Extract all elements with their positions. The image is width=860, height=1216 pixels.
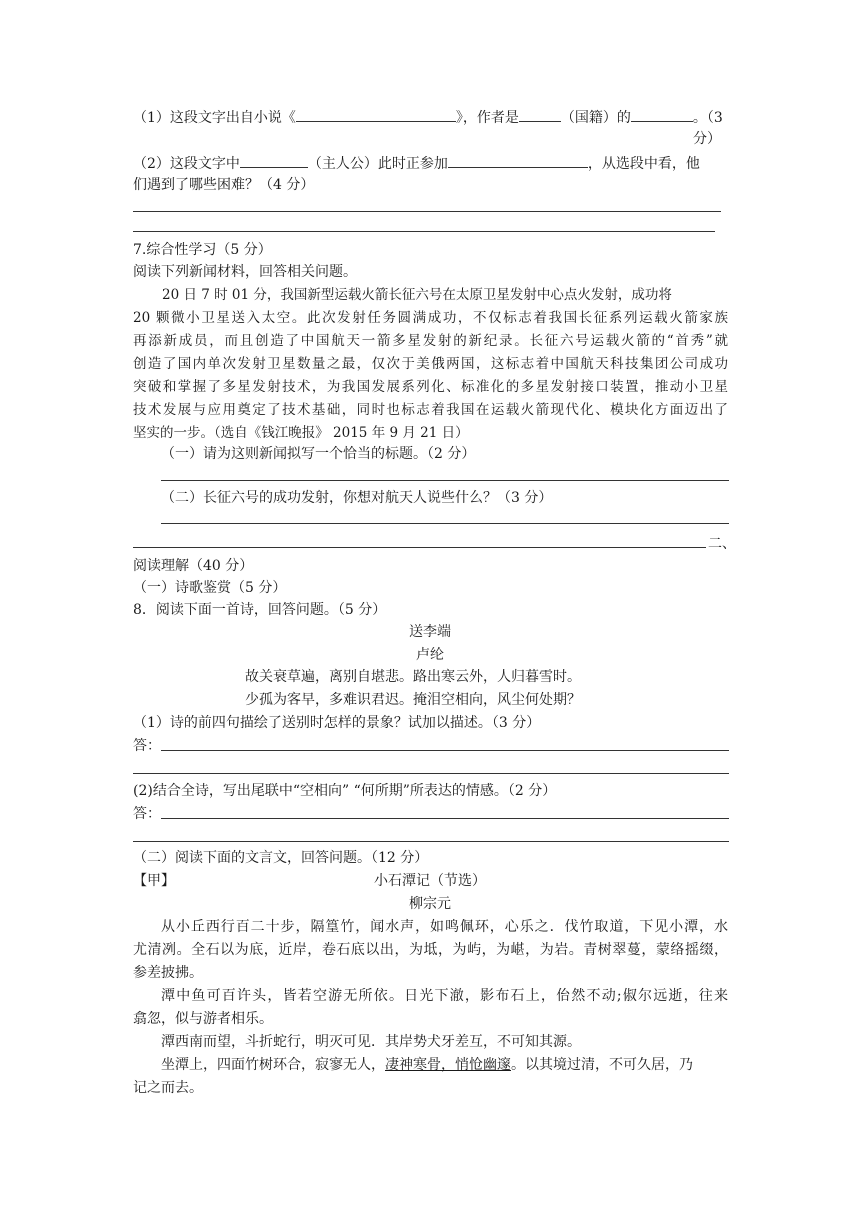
answer-line[interactable] — [161, 480, 729, 481]
passage-line: 记之而去。 — [133, 1080, 203, 1096]
passage-line — [161, 1055, 693, 1075]
q6-part1-score: 分） — [693, 131, 721, 147]
blank-novel-title[interactable] — [296, 107, 456, 122]
q7-sub1: （一）请为这则新闻拟写一个恰当的标题。（2 分） — [161, 446, 476, 462]
news-line: 创造了国内单次发射卫星数量之最，仅次于美俄两国，这标志着中国航天科技集团公司成功 — [133, 356, 728, 372]
passage-line: 潭西南而望，斗折蛇行，明灭可见．其岸势犬牙差互，不可知其源。 — [161, 1034, 581, 1050]
answer-line[interactable] — [161, 523, 729, 524]
passage-author: 柳宗元 — [409, 896, 451, 912]
news-line: 20 颗微小卫星送入太空。此次发射任务圆满成功，不仅标志着我国长征系列运载火箭家族 — [133, 310, 728, 326]
answer-label: 答： — [133, 806, 161, 822]
answer-line[interactable] — [133, 547, 706, 548]
passage-title: 小石潭记（节选） — [374, 873, 486, 889]
answer-line[interactable] — [133, 211, 721, 212]
poem-line: 少孤为客早，多难识君迟。掩泪空相向，风尘何处期？ — [245, 692, 581, 708]
q6-part1-text-c: （国籍）的 — [560, 110, 631, 126]
section2-title: 阅读理解（40 分） — [133, 558, 254, 574]
passage-line: 翕忽，似与游者相乐。 — [133, 1011, 273, 1027]
underlined-phrase: 凄神寒骨，悄怆幽邃 — [385, 1057, 511, 1073]
poem-line: 故关衰草遍，离别自堪悲。路出寒云外，人归暮雪时。 — [245, 669, 581, 685]
news-line: 20 日 7 时 01 分，我国新型运载火箭长征六号在太原卫星发射中心点火发射，成功将 — [162, 287, 672, 303]
section2-number: 二、 — [708, 536, 736, 552]
answer-label: 答： — [133, 738, 161, 754]
q7-title: 7.综合性学习（5 分） — [133, 242, 272, 258]
answer-line[interactable] — [133, 231, 715, 232]
blank-protagonist[interactable] — [240, 153, 308, 168]
passage-line: 潭中鱼可百许头，皆若空游无所依。日光下澈，影布石上，佁然不动;俶尔远逝，往来 — [161, 988, 728, 1004]
q7-sub2: （二）长征六号的成功发射，你想对航天人说些什么？（3 分） — [161, 490, 553, 506]
q6-part1 — [133, 107, 723, 128]
poem-title: 送李端 — [409, 624, 451, 640]
q8-title: 8．阅读下面一首诗，回答问题。（5 分） — [133, 602, 387, 618]
poem-author: 卢纶 — [416, 647, 444, 663]
q6-part1-text-b: 》，作者是 — [455, 110, 519, 126]
passage-text: 。以其境过清，不可久居，乃 — [511, 1057, 693, 1073]
q8-sub1: （1）诗的前四句描绘了送别时怎样的景象？试加以描述。（3 分） — [133, 715, 541, 731]
blank-author-nationality[interactable] — [519, 107, 561, 122]
q6-part2 — [133, 153, 700, 174]
answer-line[interactable] — [133, 841, 729, 842]
q6-part1-text-a: （1）这段文字出自小说《 — [133, 110, 296, 126]
passage-line: 参差披拂。 — [133, 965, 203, 981]
q8-sub2: (2)结合全诗，写出尾联中“空相向” “何所期”所表达的情感。（2 分） — [133, 783, 557, 799]
part2-intro: （二）阅读下面的文言文，回答问题。（12 分） — [133, 850, 429, 866]
passage-tag: 【甲】 — [133, 873, 175, 889]
q6-part2-text-b: （主人公）此时正参加 — [307, 156, 448, 172]
answer-line[interactable] — [161, 750, 729, 751]
passage-line: 从小丘西行百二十步，隔篁竹，闻水声，如鸣佩环，心乐之．伐竹取道，下见小潭，水 — [161, 919, 728, 935]
q6-part2-text-a: （2）这段文字中 — [133, 156, 240, 172]
answer-line[interactable] — [161, 818, 729, 819]
q7-intro: 阅读下列新闻材料，回答相关问题。 — [133, 264, 357, 280]
news-line: 再添新成员，而且创造了中国航天一箭多星发射的新纪录。长征六号运载火箭的“首秀”就 — [133, 333, 728, 349]
news-line: 技术发展与应用奠定了技术基础，同时也标志着我国在运载火箭现代化、模块化方面迈出了 — [133, 402, 728, 418]
blank-author-name[interactable] — [631, 107, 693, 122]
q6-part2-cont: 们遇到了哪些困难？（4 分） — [133, 177, 315, 193]
news-line: 突破和掌握了多星发射技术，为我国发展系列化、标准化的多星发射接口装置，推动小卫星 — [133, 379, 728, 395]
news-line: 坚实的一步。（选自《钱江晚报》 2015 年 9 月 21 日） — [133, 425, 469, 441]
passage-text: 坐潭上，四面竹树环合，寂寥无人， — [161, 1057, 385, 1073]
passage-line: 尤清冽。全石以为底，近岸，卷石底以出，为坻，为屿，为嵁，为岩。青树翠蔓，蒙络摇缀， — [133, 942, 728, 958]
section2-part1: （一）诗歌鉴赏（5 分） — [133, 580, 287, 596]
q6-part1-text-d: 。（3 — [692, 110, 723, 126]
answer-line[interactable] — [133, 773, 729, 774]
blank-event[interactable] — [448, 153, 588, 168]
q6-part2-text-c: ，从选段中看，他 — [587, 156, 700, 172]
